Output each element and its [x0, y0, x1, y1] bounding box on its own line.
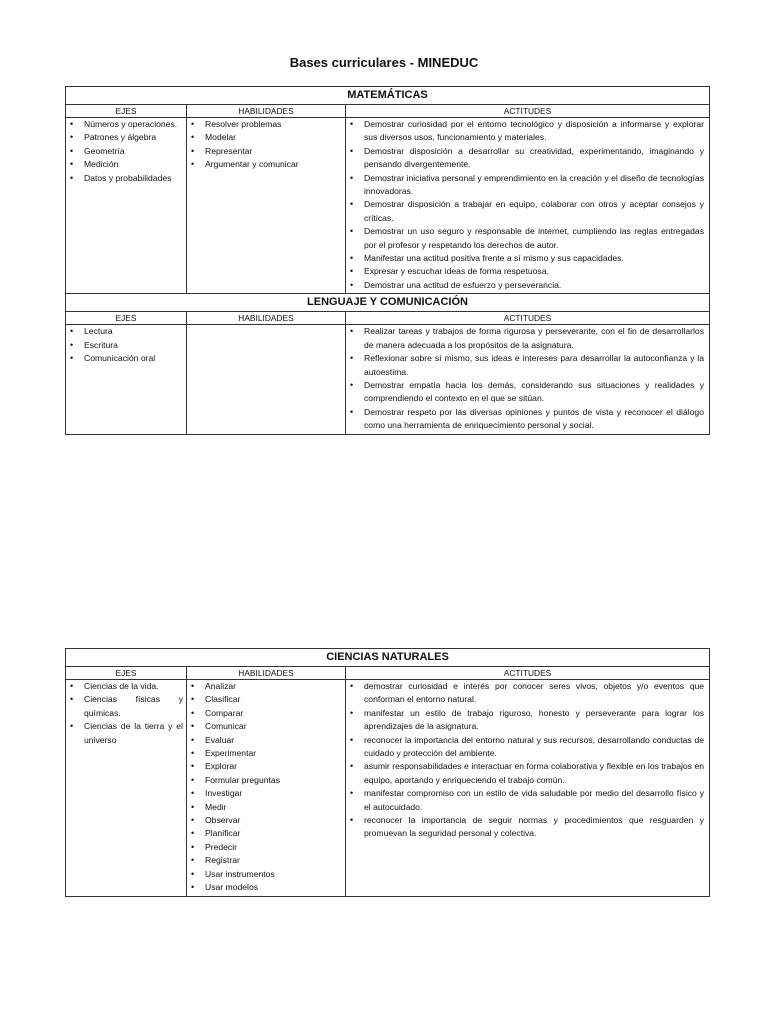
habilidad-item: • Predecir [190, 841, 342, 854]
habilidad-item: • Planificar [190, 827, 342, 840]
section-row-lenguaje [66, 325, 710, 434]
header-actitudes: ACTITUDES [346, 667, 710, 680]
section-row-matematicas [66, 118, 710, 294]
actitudes-cell [346, 325, 710, 434]
actitud-item: • Realizar tareas y trabajos de forma rigurosa y perseverante, con el fin de desarrollarlos de manera adecuada a los propósitos de la asignatura. [349, 325, 706, 352]
actitud-item: • Demostrar respeto por las diversas opiniones y puntos de vista y reconocer el diálogo como una herramienta de enriquecimiento personal y social. [349, 406, 706, 433]
actitud-item: • manifestar un estilo de trabajo riguroso, honesto y perseverante para lograr los aprendizajes de la asignatura. [349, 707, 706, 734]
eje-item: • Datos y probabilidades [69, 172, 183, 185]
habilidad-item: • Representar [190, 145, 342, 158]
actitud-item: • asumir responsabilidades e interactuar en forma colaborativa y flexible en los trabajos en equipo, aportando y enriqueciendo el trabajo común. [349, 760, 706, 787]
section-title-ciencias: CIENCIAS NATURALES [66, 649, 710, 667]
actitud-item: • manifestar compromiso con un estilo de vida saludable por medio del desarrollo físico y el autocuidado. [349, 787, 706, 814]
habilidad-item: • Evaluar [190, 734, 342, 747]
eje-item: • Patrones y álgebra [69, 131, 183, 144]
habilidad-item: • Usar modelos [190, 881, 342, 894]
eje-item: • Escritura [69, 339, 183, 352]
eje-item: • Ciencias físicas y químicas. [69, 693, 183, 720]
actitud-item: • reconocer la importancia del entorno natural y sus recursos, desarrollando conductas de cuidado y protección del ambiente. [349, 734, 706, 761]
habilidades-cell [187, 325, 346, 434]
actitud-item: • Expresar y escuchar ideas de forma respetuosa. [349, 265, 706, 278]
actitud-item: • Demostrar iniciativa personal y emprendimiento en la creación y el diseño de tecnologías innovadoras. [349, 172, 706, 199]
actitud-item: • Demostrar empatía hacia los demás, considerando sus situaciones y realidades y comprendiendo el contexto en el que se sitúan. [349, 379, 706, 406]
eje-item: • Lectura [69, 325, 183, 338]
habilidad-item: • Medir [190, 801, 342, 814]
eje-item: • Geometría [69, 145, 183, 158]
actitud-item: • Demostrar disposición a trabajar en equipo, colaborar con otros y aceptar consejos y críticas. [349, 198, 706, 225]
eje-item: • Comunicación oral [69, 352, 183, 365]
habilidad-item: • Experimentar [190, 747, 342, 760]
section-row-ciencias [66, 680, 710, 897]
habilidad-item: • Observar [190, 814, 342, 827]
section-title-matematicas: MATEMÁTICAS [66, 87, 710, 105]
habilidad-item: • Registrar [190, 854, 342, 867]
actitud-item: • Demostrar curiosidad por el entorno tecnológico y disposición a informarse y explorar sus diversos usos, funcionamiento y materiales. [349, 118, 706, 145]
habilidad-item: • Investigar [190, 787, 342, 800]
header-actitudes: ACTITUDES [346, 312, 710, 325]
habilidades-cell [187, 680, 346, 897]
curriculum-table-1 [65, 86, 710, 435]
actitudes-cell [346, 118, 710, 294]
habilidad-item: • Formular preguntas [190, 774, 342, 787]
habilidad-item: • Usar instrumentos [190, 868, 342, 881]
actitud-item: • Demostrar una actitud de esfuerzo y perseverancia. [349, 279, 706, 292]
header-ejes: EJES [66, 312, 187, 325]
habilidad-item: • Explorar [190, 760, 342, 773]
eje-item: • Ciencias de la vida. [69, 680, 183, 693]
document-title: Bases curriculares - MINEDUC [289, 55, 479, 70]
ejes-cell [66, 118, 187, 294]
section-title-lenguaje: LENGUAJE Y COMUNICACIÓN [66, 294, 710, 312]
header-ejes: EJES [66, 667, 187, 680]
header-actitudes: ACTITUDES [346, 105, 710, 118]
eje-item: • Ciencias de la tierra y el universo [69, 720, 183, 747]
habilidad-item: • Analizar [190, 680, 342, 693]
header-habilidades: HABILIDADES [187, 312, 346, 325]
habilidad-item: • Comunicar [190, 720, 342, 733]
actitud-item: • demostrar curiosidad e interés por conocer seres vivos, objetos y/o eventos que conforman el entorno natural. [349, 680, 706, 707]
ejes-cell [66, 680, 187, 897]
habilidad-item: • Modelar [190, 131, 342, 144]
actitud-item: • Demostrar un uso seguro y responsable de internet, cumpliendo las reglas entregadas por el profesor y respetando los derechos de autor. [349, 225, 706, 252]
ejes-cell [66, 325, 187, 434]
habilidad-item: • Clasificar [190, 693, 342, 706]
actitud-item: • reconocer la importancia de seguir normas y procedimientos que resguarden y promuevan la seguridad personal y colectiva. [349, 814, 706, 841]
eje-item: • Números y operaciones. [69, 118, 183, 131]
habilidad-item: • Comparar [190, 707, 342, 720]
actitud-item: • Demostrar disposición a desarrollar su creatividad, experimentando, imaginando y pensando divergentemente. [349, 145, 706, 172]
actitudes-cell [346, 680, 710, 897]
habilidad-item: • Argumentar y comunicar [190, 158, 342, 171]
eje-item: • Medición [69, 158, 183, 171]
curriculum-table-2 [65, 648, 710, 897]
header-habilidades: HABILIDADES [187, 667, 346, 680]
header-ejes: EJES [66, 105, 187, 118]
actitud-item: • Reflexionar sobre sí mismo, sus ideas e intereses para desarrollar la autoconfianza y la autoestima. [349, 352, 706, 379]
actitud-item: • Manifestar una actitud positiva frente a sí mismo y sus capacidades. [349, 252, 706, 265]
habilidades-cell [187, 118, 346, 294]
habilidad-item: • Resolver problemas [190, 118, 342, 131]
header-habilidades: HABILIDADES [187, 105, 346, 118]
